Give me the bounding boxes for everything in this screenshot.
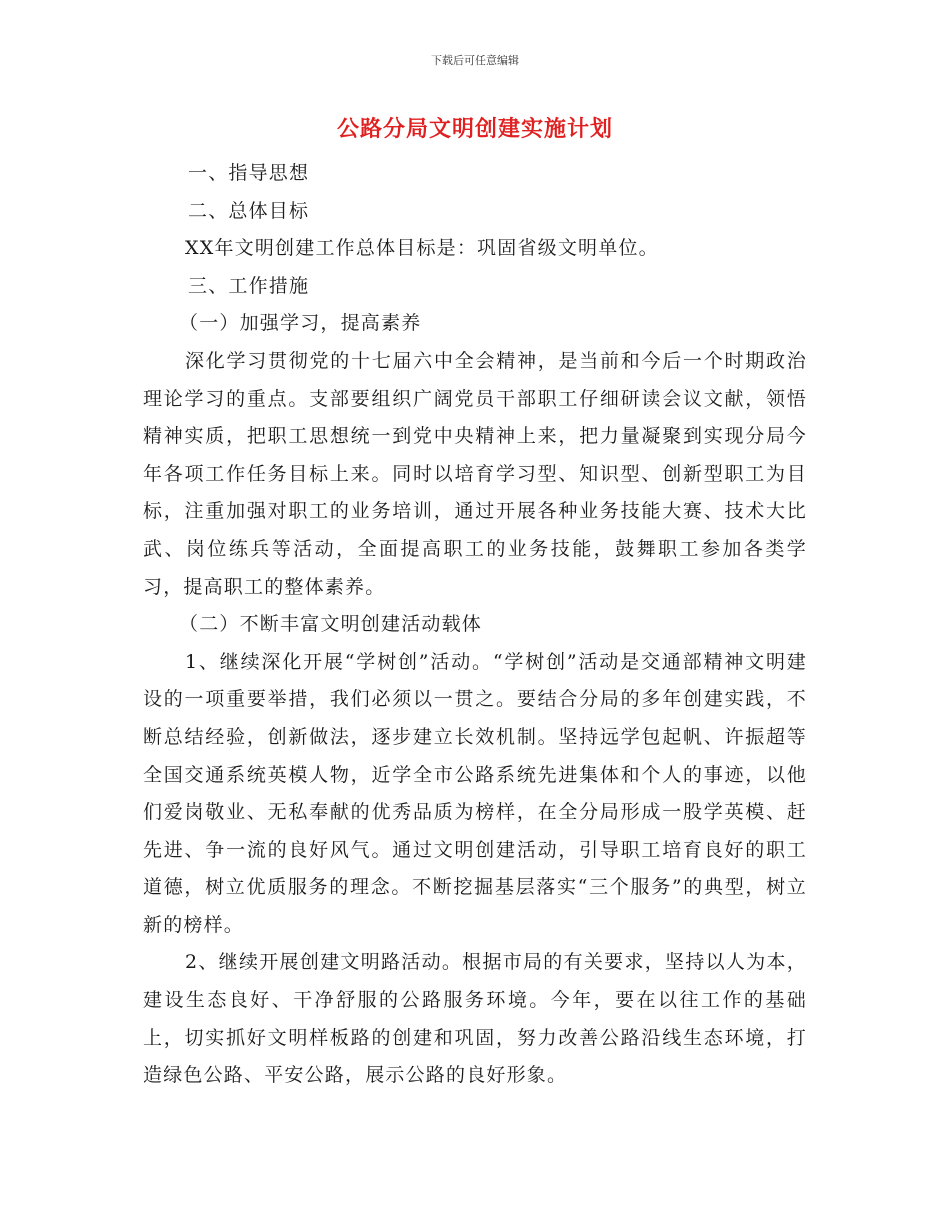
subheading-enrich-activities: （二）不断丰富文明创建活动载体 xyxy=(179,613,483,636)
subheading-strengthen-learning: （一）加强学习，提高素养 xyxy=(179,312,422,335)
section-heading-work-measures: 三、工作措施 xyxy=(188,274,310,297)
section-heading-guiding-ideology: 一、指导思想 xyxy=(188,162,310,184)
paragraph-overall-goal: XX年文明创建工作总体目标是：巩固省级文明单位。 xyxy=(185,237,659,260)
document-body xyxy=(143,155,807,1095)
header-note: 下载后可任意编辑 xyxy=(431,54,519,67)
paragraph-civilized-road: 2、继续开展创建文明路活动。根据市局的有关要求，坚持以人为本，建设生态良好、干净舒服的公路服务环境。今年，要在以往工作的基础上，切实抓好文明样板路的创建和巩固，努力改善公路沿线生态环境，打造绿色公路、平安公路，展示公路的良好形象。 xyxy=(143,951,807,1087)
section-heading-overall-goal: 二、总体目标 xyxy=(188,199,310,222)
document-title: 公路分局文明创建实施计划 xyxy=(336,117,613,142)
paragraph-xueshuchuang: 1、继续深化开展“学树创”活动。“学树创”活动是交通部精神文明建设的一项重要举措，我们必须以一贯之。要结合分局的多年创建实践，不断总结经验，创新做法，逐步建立长效机制。坚持远学包起帆、许振超等全国交通系统英模人物，近学全市公路系统先进集体和个人的事迹，以他们爱岗敬业、无私奉献的优秀品质为榜样，在全分局形成一股学英模、赶先进、争一流的良好风气。通过文明创建活动，引导职工培育良好的职工道德，树立优质服务的理念。不断挖掘基层落实“三个服务”的典型，树立新的榜样。 xyxy=(143,650,807,936)
paragraph-strengthen-learning: 深化学习贯彻党的十七届六中全会精神，是当前和今后一个时期政治理论学习的重点。支部要组织广阔党员干部职工仔细研读会议文献，领悟精神实质，把职工思想统一到党中央精神上来，把力量凝聚到实现分局今年各项工作任务目标上来。同时以培育学习型、知识型、创新型职工为目标，注重加强对职工的业务培训，通过开展各种业务技能大赛、技术大比武、岗位练兵等活动，全面提高职工的业务技能，鼓舞职工参加各类学习，提高职工的整体素养。 xyxy=(143,349,807,598)
